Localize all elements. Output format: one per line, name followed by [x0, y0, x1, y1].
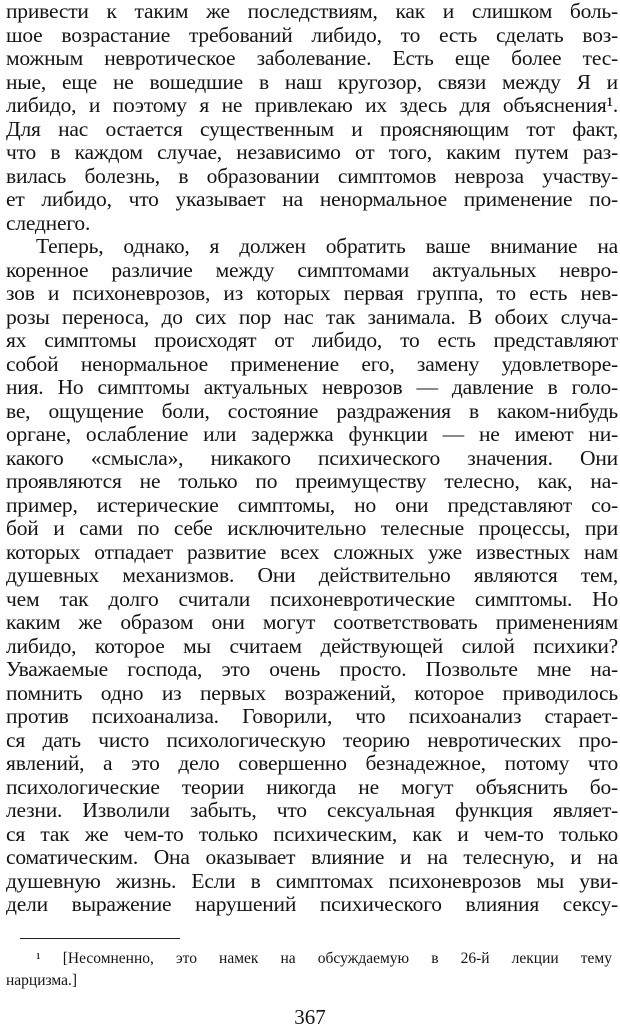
text-line: либидо, которое мы считаем действующей силой психики? [6, 634, 618, 658]
text-line: шое возрастание требований либидо, то есть сделать воз- [6, 23, 618, 47]
text-line: психологические теории никогда не могут объяснить бо- [6, 775, 618, 799]
text-line: ве, ощущение боли, состояние раздражения в каком-нибудь [6, 399, 618, 423]
text-line: Уважаемые господа, это очень просто. Позвольте мне на- [6, 658, 618, 681]
text-line: розы переноса, до сих пор нас так занимала. В обоих случа- [6, 305, 618, 329]
text-line: соматическим. Она оказывает влияние и на телесную, и на [6, 846, 618, 869]
footnote-line: нарцизма.] [6, 972, 78, 989]
text-line: либидо, и поэтому я не привлекаю их здесь для объяснения¹. [6, 94, 618, 117]
text-line: каким же образом они могут соответствовать применениям [6, 611, 618, 634]
text-line: какого «смысла», никакого психического значения. Они [6, 446, 618, 470]
text-line: что в каждом случае, независимо от того, каким путем раз- [6, 141, 618, 164]
text-line: явлений, а это дело совершенно безнадежное, потому что [6, 752, 618, 775]
text-line: душевных механизмов. Они действительно являются тем, [6, 564, 618, 587]
text-line: бой и сами по себе исключительно телесные процессы, при [6, 517, 618, 540]
text-line: органе, ослабление или задержка функции — не имеют ни- [6, 423, 618, 446]
text-line: Теперь, однако, я должен обратить ваше внимание на [36, 235, 618, 258]
text-line: дели выражение нарушений психического влияния сексу- [6, 893, 618, 916]
text-line: которых отпадает развитие всех сложных уже известных нам [6, 540, 618, 564]
text-line: ся так же чем-то только психическим, как и чем-то только [6, 822, 618, 846]
text-line: против психоанализа. Говорили, что психоанализ старает- [6, 705, 618, 728]
text-line: пример, истерические симптомы, но они представляют со- [6, 493, 618, 517]
text-line: Для нас остается существенным и проясняющим тот факт, [6, 117, 618, 141]
footnote [6, 948, 612, 992]
text-line: вилась болезнь, в образовании симптомов невроза участву- [6, 164, 618, 188]
footnote-line: ¹ [Несомненно, это намек на обсуждаемую в 26-й лекции тему [36, 950, 612, 967]
page-number: 367 [294, 1005, 326, 1029]
text-line: ях симптомы происходят от либидо, то есть представляют [6, 329, 618, 352]
text-line: лезни. Изволили забыть, что сексуальная функция являет- [6, 799, 618, 822]
text-line: можным невротическое заболевание. Есть еще более тес- [6, 47, 618, 70]
text-line: проявляются не только по преимуществу телесно, как, на- [6, 470, 618, 493]
text-line: собой ненормальное применение его, замену удовлетворе- [6, 352, 618, 376]
text-line: ет либидо, что указывает на ненормальное применение по- [6, 188, 618, 211]
text-line: следнего. [6, 211, 91, 235]
text-line: душевную жизнь. Если в симптомах психоневрозов мы уви- [6, 869, 618, 893]
text-line: привести к таким же последствиям, как и слишком боль- [6, 0, 618, 23]
text-line: зов и психоневрозов, из которых первая группа, то есть нев- [6, 282, 618, 305]
footnote-divider [20, 938, 180, 939]
text-line: коренное различие между симптомами актуальных невро- [6, 258, 618, 282]
text-line: ся дать чисто психологическую теорию невротических про- [6, 728, 618, 752]
main-text [6, 0, 618, 917]
text-line: чем так долго считали психоневротические симптомы. Но [6, 587, 618, 611]
text-line: ные, еще не вошедшие в наш кругозор, связи между Я и [6, 70, 618, 94]
text-line: помнить одно из первых возражений, которое приводилось [6, 681, 618, 705]
text-line: ния. Но симптомы актуальных неврозов — давление в голо- [6, 376, 618, 399]
